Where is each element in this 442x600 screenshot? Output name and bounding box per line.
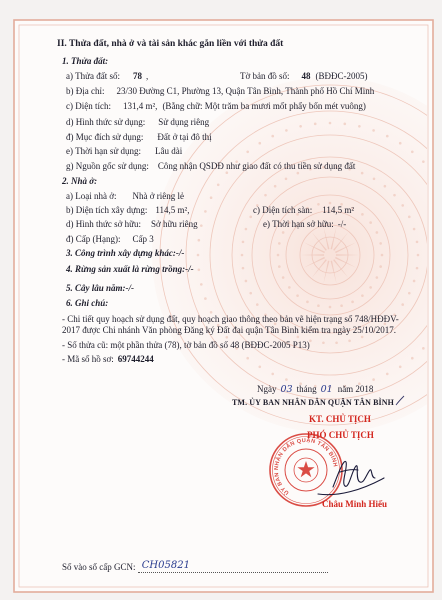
drum-dot [241, 254, 244, 257]
map-sheet-number: 48 [301, 71, 311, 81]
drum-dot [225, 336, 228, 339]
drum-dot [204, 297, 207, 300]
parcel-number-row [66, 71, 148, 82]
drum-dot [246, 150, 249, 153]
drum-dot [274, 185, 277, 188]
drum-dot [329, 202, 332, 205]
production-forest-row [66, 264, 194, 275]
use-origin-label: g) Nguồn gốc sử dụng: [66, 161, 149, 171]
drum-dot [198, 239, 201, 242]
drum-dot [217, 183, 220, 186]
drum-dot [335, 341, 338, 344]
ownership-term-value: -/- [337, 219, 347, 229]
drum-dot [340, 304, 343, 307]
registry-number: CH05821 [141, 560, 190, 571]
drum-dot [361, 294, 364, 297]
drum-dot [408, 216, 411, 219]
seal-text: ỦY BAN NHÂN DÂN QUẬN TÂN BÌNH [273, 437, 338, 496]
drum-dot [256, 303, 259, 306]
ownership-term-row [263, 219, 346, 230]
floor-area-value: 114,5 m² [322, 205, 355, 215]
perennial-trees-heading: 5. Cây lâu năm: [66, 283, 126, 293]
section-title: II. Thửa đất, nhà ở và tài sản khác gắn liền với thửa đất [57, 39, 284, 49]
production-forest-heading: 4. Rừng sản xuất là rừng trồng: [66, 264, 186, 274]
drum-dot [369, 286, 372, 289]
registry-label: Số vào sổ cấp GCN: [62, 562, 136, 572]
drum-dot [361, 336, 364, 339]
drum-dot [258, 142, 261, 145]
map-sheet-label: Tờ bản đồ số: [240, 71, 290, 81]
use-purpose-value: Đất ở tại đô thị [157, 132, 212, 142]
drum-dot [384, 185, 387, 188]
ownership-form-label: d) Hình thức sở hữu: [66, 219, 142, 229]
floor-area-row [253, 205, 354, 216]
drum-dot [411, 357, 414, 360]
other-works-row [66, 248, 184, 259]
use-origin-value: Công nhận QSDĐ như giao đất có thu tiền sử dụng đất [157, 161, 356, 171]
issue-day: 03 [280, 384, 293, 395]
planning-note-line-1: - Chi tiết quy hoạch sử dụng đất, quy hoạch giao thông theo bản vẽ hiện trạng số 748/HĐĐV- [62, 314, 399, 324]
signer-name: Châu Minh Hiếu [322, 499, 388, 509]
drum-dot [200, 224, 203, 227]
drum-dot [408, 292, 411, 295]
drum-dot [416, 267, 419, 270]
drum-dot [351, 301, 354, 304]
drum-dot [271, 373, 274, 376]
drum-dot [314, 123, 317, 126]
parcel-number: 78 [132, 71, 142, 81]
drum-dot [288, 286, 291, 289]
floor-area-label: c) Diện tích sàn: [253, 205, 313, 215]
drum-dot [416, 241, 419, 244]
map-sheet-source: (BĐĐC-2005) [315, 71, 368, 81]
drum-dot [372, 378, 375, 381]
use-term-value: Lâu dài [154, 146, 183, 156]
drum-dot [242, 241, 245, 244]
ownership-form-value: Sở hữu riêng [151, 219, 198, 229]
notes-heading: 6. Ghi chú: [66, 298, 109, 308]
drum-dot [299, 125, 302, 128]
drum-dot [282, 231, 285, 234]
area-in-words: (Bằng chữ: Một trăm ba mươi mốt phẩy bốn mét vuông) [162, 101, 366, 111]
drum-dot [297, 172, 300, 175]
drum-dot [242, 267, 245, 270]
drum-dot [369, 221, 372, 224]
drum-dot [297, 336, 300, 339]
drum-dot [401, 204, 404, 207]
drum-dot [379, 265, 382, 268]
use-form-value: Sử dụng riêng [158, 117, 210, 127]
drum-dot [271, 135, 274, 138]
drum-dot [278, 242, 281, 245]
file-code-row [62, 354, 154, 365]
drum-dot [322, 341, 325, 344]
area-label: c) Diện tích: [66, 101, 111, 111]
drum-dot [411, 150, 414, 153]
ownership-term-label: e) Thời hạn sở hữu: [263, 219, 334, 229]
construction-area-value: 114,5 m², [155, 205, 190, 215]
map-sheet-row [240, 71, 368, 82]
issue-month-label: tháng [296, 384, 317, 394]
drum-dot [348, 339, 351, 342]
drum-dot [296, 294, 299, 297]
drum-dot [376, 276, 379, 279]
use-form-label: d) Hình thức sử dụng: [66, 117, 146, 127]
registry-row [62, 562, 328, 573]
drum-dot [386, 135, 389, 138]
drum-dot [329, 122, 332, 125]
drum-dot [246, 357, 249, 360]
parcel-number-suffix: , [145, 71, 149, 81]
use-origin-row [66, 161, 355, 172]
perennial-trees-row [66, 283, 134, 294]
land-parcel-heading: 1. Thửa đất: [62, 56, 109, 66]
issue-month: 01 [320, 384, 333, 395]
drum-dot [422, 160, 425, 163]
drum-dot [317, 304, 320, 307]
drum-dot [381, 254, 384, 257]
drum-dot [417, 254, 420, 257]
drum-dot [282, 276, 285, 279]
deputy-title-line-1: KT. CHỦ TỊCH [309, 414, 371, 424]
address-label: b) Địa chỉ: [66, 86, 105, 96]
drum-dot [376, 231, 379, 234]
drum-dot [285, 177, 288, 180]
address-row [66, 86, 374, 97]
area-value: 131,4 m², [122, 101, 158, 111]
drum-dot [361, 172, 364, 175]
use-purpose-row [66, 132, 212, 143]
drum-dot [361, 213, 364, 216]
perennial-trees-value: -/- [125, 283, 135, 293]
drum-dot [393, 194, 396, 197]
old-parcel-note: - Số thửa cũ: một phần thửa (78), tờ bản đồ số 48 (BĐĐC-2005 P13) [62, 340, 310, 350]
file-code-label: - Mã số hồ sơ: [62, 354, 114, 364]
drum-dot [399, 365, 402, 368]
issue-date [257, 384, 373, 395]
drum-dot [401, 303, 404, 306]
drum-dot [422, 347, 425, 350]
drum-dot [264, 194, 267, 197]
drum-dot [373, 177, 376, 180]
house-type-row [66, 191, 184, 202]
house-heading: 2. Nhà ở: [62, 176, 98, 186]
other-works-heading: 3. Công trình xây dựng khác: [66, 248, 176, 258]
file-code-value: 69744244 [117, 354, 154, 364]
construction-area-row [66, 205, 190, 216]
deputy-title-line-2: PHÓ CHỦ TỊCH [307, 430, 374, 440]
issue-year: năm 2018 [337, 384, 374, 394]
drum-dot [198, 268, 201, 271]
drum-dot [210, 196, 213, 199]
drum-dot [329, 306, 332, 309]
drum-dot [399, 142, 402, 145]
area-row [66, 101, 366, 112]
production-forest-value: -/- [185, 264, 194, 274]
house-grade-value: Cấp 3 [132, 234, 154, 244]
drum-dot [249, 292, 252, 295]
drum-dot [285, 378, 288, 381]
issue-day-label: Ngày [257, 384, 277, 394]
house-type-label: a) Loại nhà ở: [66, 191, 117, 201]
drum-dot [285, 129, 288, 132]
drum-dot [258, 365, 261, 368]
drum-dot [200, 283, 203, 286]
ownership-form-row [66, 219, 198, 230]
drum-dot [197, 254, 200, 257]
drum-dot [386, 373, 389, 376]
use-term-label: e) Thời hạn sử dụng: [66, 146, 141, 156]
drum-dot [372, 129, 375, 132]
drum-dot [413, 280, 416, 283]
parcel-number-label: a) Thửa đất số: [66, 71, 120, 81]
drum-dot [277, 254, 280, 257]
issuing-authority: TM. ỦY BAN NHÂN DÂN QUẬN TÂN BÌNH [232, 398, 394, 407]
use-purpose-label: đ) Mục đích sử dụng: [66, 132, 144, 142]
drum-dot [343, 123, 346, 126]
drum-dot [413, 228, 416, 231]
use-form-row [66, 117, 209, 128]
drum-dot [204, 210, 207, 213]
registry-dotted-line [138, 560, 328, 573]
drum-dot [245, 228, 248, 231]
drum-dot [245, 280, 248, 283]
drum-dot [306, 301, 309, 304]
drum-dot [379, 242, 382, 245]
construction-area-label: b) Diện tích xây dựng: [66, 205, 148, 215]
other-works-value: -/- [175, 248, 185, 258]
drum-dot [278, 265, 281, 268]
address-value: 23/30 Đường C1, Phường 13, Quận Tân Bình, Thành phố Hồ Chí Minh [116, 86, 375, 96]
drum-dot [358, 125, 361, 128]
house-grade-row [66, 234, 154, 245]
drum-dot [249, 216, 252, 219]
use-term-row [66, 146, 182, 157]
house-type-value: Nhà ở riêng lẻ [132, 191, 184, 201]
planning-note-line-2: 2017 được Chi nhánh Văn phòng Đăng ký Đất đai quận Tân Bình kiểm tra ngày 25/10/2017. [62, 325, 397, 335]
house-grade-label: đ) Cấp (Hạng): [66, 234, 121, 244]
